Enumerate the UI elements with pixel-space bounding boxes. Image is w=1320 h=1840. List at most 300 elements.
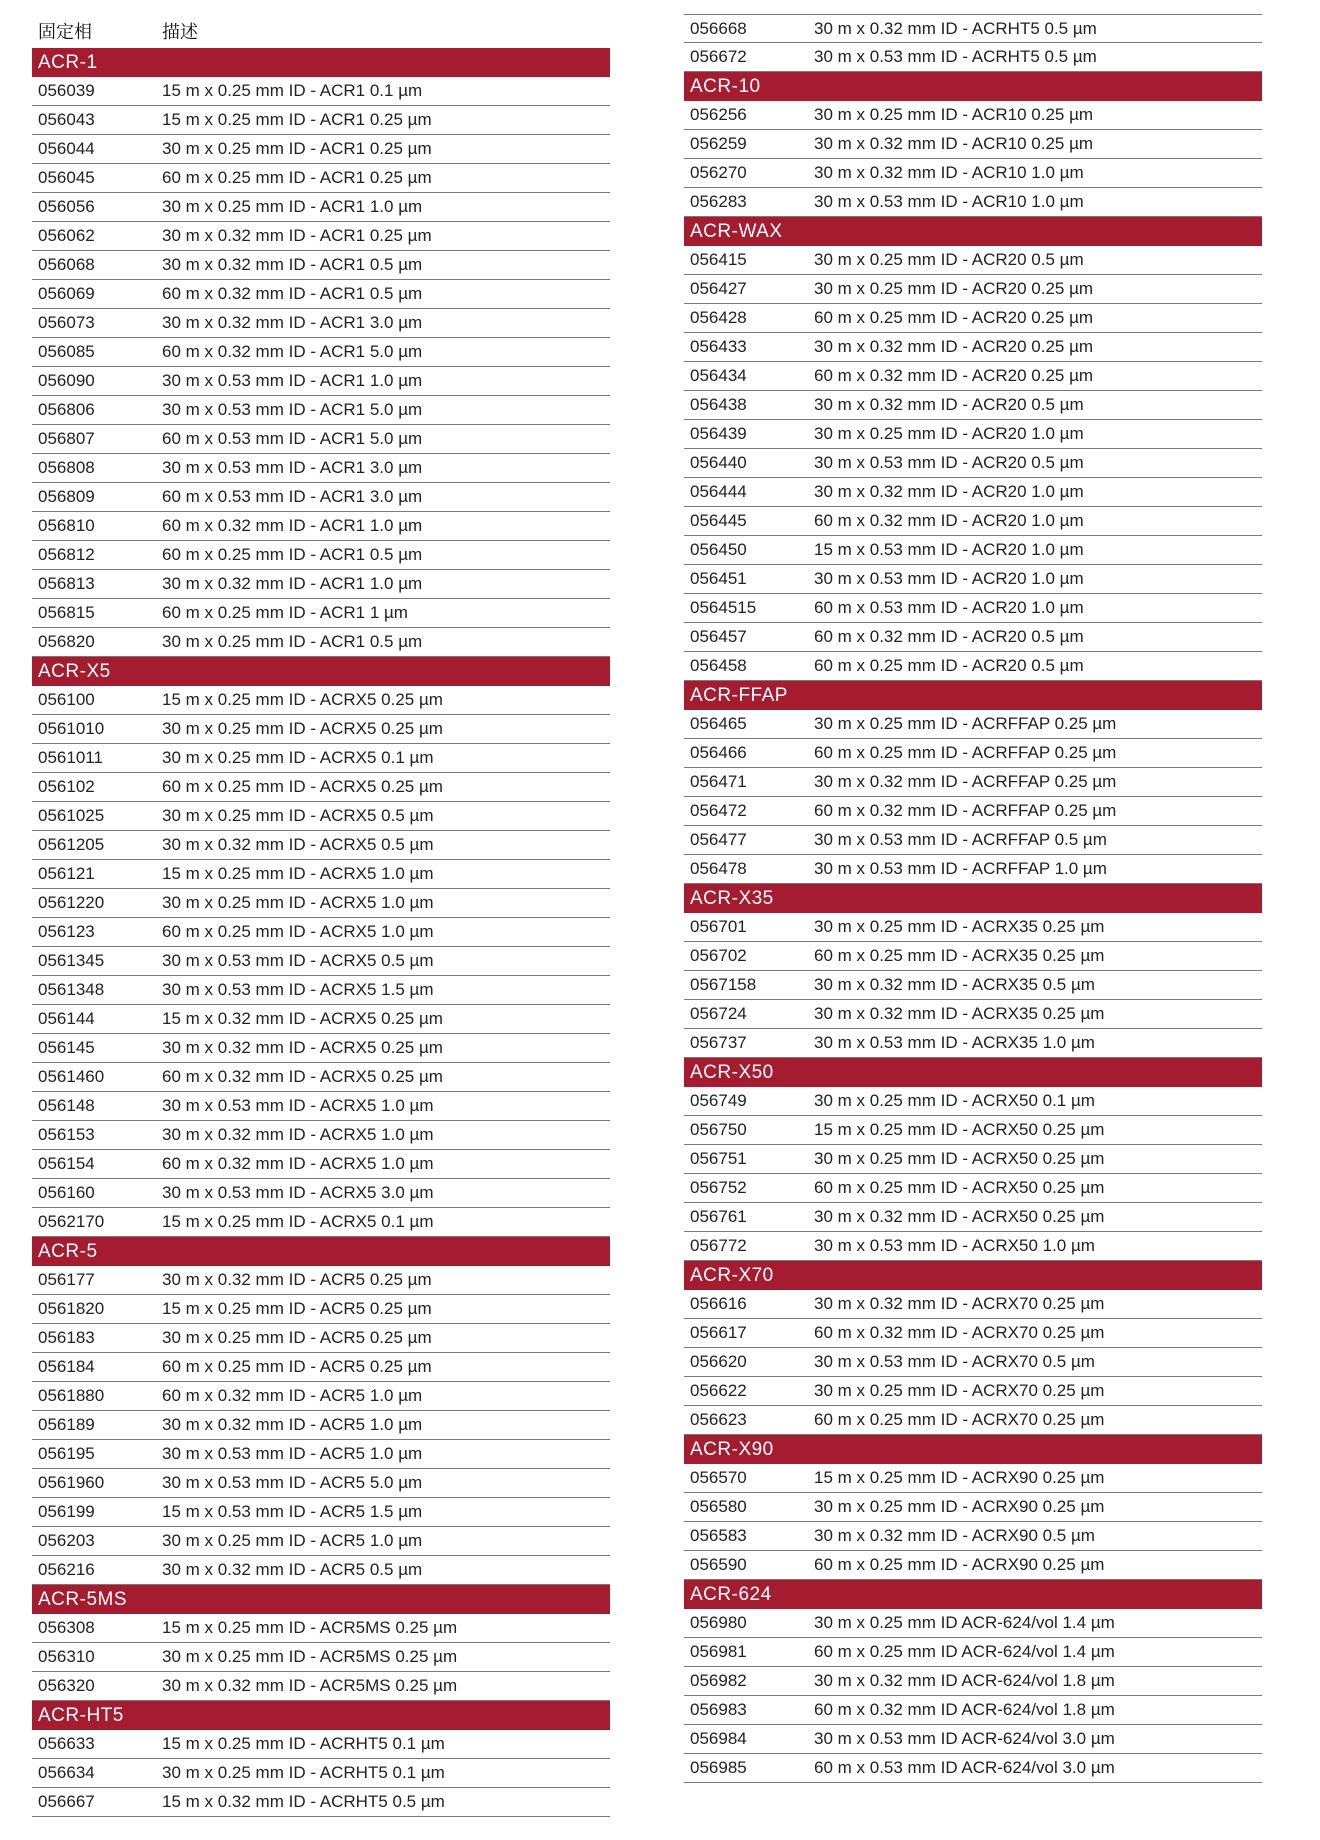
column-description: 30 m x 0.32 mm ID - ACRX5 1.0 µm	[162, 1125, 434, 1144]
table-row	[684, 797, 1262, 826]
column-description: 30 m x 0.25 mm ID - ACRX5 1.0 µm	[162, 893, 434, 912]
column-description: 30 m x 0.25 mm ID - ACR1 1.0 µm	[162, 197, 423, 216]
table-row	[32, 715, 610, 744]
part-number: 0567158	[690, 975, 757, 994]
part-number: 056189	[38, 1415, 95, 1434]
column-description: 30 m x 0.32 mm ID - ACR5 0.5 µm	[162, 1560, 423, 1579]
table-row	[32, 1092, 610, 1121]
part-number: 056043	[38, 110, 95, 129]
part-number: 056044	[38, 139, 95, 158]
column-description: 30 m x 0.32 mm ID - ACR20 1.0 µm	[814, 482, 1084, 501]
part-number: 056160	[38, 1183, 95, 1202]
column-description: 60 m x 0.25 mm ID ACR-624/vol 1.4 µm	[814, 1642, 1115, 1661]
table-row	[32, 1614, 610, 1643]
table-row	[684, 594, 1262, 623]
column-description: 30 m x 0.53 mm ID - ACR20 1.0 µm	[814, 569, 1084, 588]
table-row	[32, 628, 610, 657]
column-description: 60 m x 0.53 mm ID - ACR1 5.0 µm	[162, 429, 423, 448]
table-row	[684, 739, 1262, 768]
table-row	[684, 1551, 1262, 1580]
table-row	[684, 1319, 1262, 1348]
column-description: 30 m x 0.32 mm ID - ACR1 0.5 µm	[162, 255, 423, 274]
part-number: 056616	[690, 1294, 747, 1313]
part-number: 056154	[38, 1154, 95, 1173]
section-header: ACR-624	[684, 1580, 1262, 1609]
table-row	[32, 309, 610, 338]
table-row	[684, 1087, 1262, 1116]
column-description: 30 m x 0.25 mm ID - ACR5 1.0 µm	[162, 1531, 423, 1550]
part-number: 056702	[690, 946, 747, 965]
part-number: 056749	[690, 1091, 747, 1110]
column-description: 30 m x 0.53 mm ID - ACRX70 0.5 µm	[814, 1352, 1095, 1371]
column-description: 60 m x 0.53 mm ID - ACR1 3.0 µm	[162, 487, 423, 506]
column-description: 15 m x 0.25 mm ID - ACR5 0.25 µm	[162, 1299, 432, 1318]
column-description: 15 m x 0.25 mm ID - ACRX5 1.0 µm	[162, 864, 434, 883]
part-number: 056620	[690, 1352, 747, 1371]
column-description: 30 m x 0.32 mm ID ACR-624/vol 1.8 µm	[814, 1671, 1115, 1690]
table-row	[684, 333, 1262, 362]
table-row	[684, 130, 1262, 159]
table-row	[32, 135, 610, 164]
part-number: 0564515	[690, 598, 757, 617]
column-description: 30 m x 0.25 mm ID - ACRFFAP 0.25 µm	[814, 714, 1117, 733]
table-row	[684, 275, 1262, 304]
table-row	[684, 1493, 1262, 1522]
table-row	[684, 1203, 1262, 1232]
part-number: 056982	[690, 1671, 747, 1690]
table-row	[32, 1527, 610, 1556]
catalog-column-left	[32, 14, 610, 1817]
part-number: 056183	[38, 1328, 95, 1347]
part-number: 0561011	[38, 748, 103, 767]
part-number: 0561345	[38, 951, 105, 970]
table-row	[32, 425, 610, 454]
section-header: ACR-HT5	[32, 1701, 610, 1730]
part-number: 0561348	[38, 980, 105, 999]
column-description: 30 m x 0.25 mm ID - ACRHT5 0.1 µm	[162, 1763, 445, 1782]
section-header: ACR-X90	[684, 1435, 1262, 1464]
part-number: 056981	[690, 1642, 747, 1661]
table-row	[684, 1174, 1262, 1203]
table-row	[684, 101, 1262, 130]
column-description: 30 m x 0.25 mm ID - ACR20 0.5 µm	[814, 250, 1084, 269]
table-row	[32, 1324, 610, 1353]
part-number: 056750	[690, 1120, 747, 1139]
table-row	[32, 1759, 610, 1788]
right-sections	[684, 72, 1262, 1783]
table-row	[32, 1353, 610, 1382]
column-description: 30 m x 0.25 mm ID - ACR5 0.25 µm	[162, 1328, 432, 1347]
part-number: 056203	[38, 1531, 95, 1550]
table-row	[684, 43, 1262, 72]
part-number: 056148	[38, 1096, 95, 1115]
part-number: 0562170	[38, 1212, 105, 1231]
table-row	[684, 942, 1262, 971]
column-description: 60 m x 0.32 mm ID - ACR20 0.25 µm	[814, 366, 1094, 385]
column-description: 60 m x 0.32 mm ID - ACR20 1.0 µm	[814, 511, 1084, 530]
table-row	[684, 768, 1262, 797]
column-description: 60 m x 0.53 mm ID - ACR20 1.0 µm	[814, 598, 1084, 617]
column-description: 30 m x 0.32 mm ID - ACRX5 0.25 µm	[162, 1038, 443, 1057]
part-number: 056451	[690, 569, 747, 588]
table-row	[684, 304, 1262, 333]
part-number: 056590	[690, 1555, 747, 1574]
column-description: 30 m x 0.32 mm ID - ACR10 1.0 µm	[814, 163, 1084, 182]
table-row	[32, 1150, 610, 1179]
part-number: 056433	[690, 337, 747, 356]
table-row	[684, 1290, 1262, 1319]
table-row	[32, 1208, 610, 1237]
table-row	[684, 188, 1262, 217]
table-row	[684, 1116, 1262, 1145]
part-number: 056428	[690, 308, 747, 327]
part-number: 056090	[38, 371, 95, 390]
part-number: 056270	[690, 163, 747, 182]
column-description: 15 m x 0.53 mm ID - ACR5 1.5 µm	[162, 1502, 423, 1521]
column-description: 30 m x 0.53 mm ID - ACR1 3.0 µm	[162, 458, 423, 477]
table-row	[684, 536, 1262, 565]
part-number: 056583	[690, 1526, 747, 1545]
part-number: 0561220	[38, 893, 105, 912]
column-description: 15 m x 0.25 mm ID - ACR1 0.1 µm	[162, 81, 423, 100]
column-description: 30 m x 0.32 mm ID - ACR5 1.0 µm	[162, 1415, 423, 1434]
part-number: 056056	[38, 197, 95, 216]
part-number: 056985	[690, 1758, 747, 1777]
table-row	[32, 599, 610, 628]
part-number: 056100	[38, 690, 95, 709]
table-row	[32, 222, 610, 251]
part-number: 056123	[38, 922, 95, 941]
column-description: 30 m x 0.25 mm ID - ACRX5 0.1 µm	[162, 748, 434, 767]
part-number: 056415	[690, 250, 747, 269]
table-row	[32, 106, 610, 135]
catalog-column-right	[684, 14, 1262, 1783]
part-number: 056668	[690, 18, 747, 38]
part-number: 056477	[690, 830, 747, 849]
table-row	[32, 773, 610, 802]
column-description: 60 m x 0.32 mm ID - ACRFFAP 0.25 µm	[814, 801, 1117, 820]
table-row	[684, 1754, 1262, 1783]
column-description: 30 m x 0.32 mm ID - ACRFFAP 0.25 µm	[814, 772, 1117, 791]
table-row	[32, 483, 610, 512]
column-description: 15 m x 0.32 mm ID - ACRX5 0.25 µm	[162, 1009, 443, 1028]
part-number: 056980	[690, 1613, 747, 1632]
column-description: 60 m x 0.25 mm ID - ACR1 0.5 µm	[162, 545, 423, 564]
part-number: 056450	[690, 540, 747, 559]
part-number: 056478	[690, 859, 747, 878]
table-row	[32, 1643, 610, 1672]
column-description: 60 m x 0.25 mm ID - ACR20 0.5 µm	[814, 656, 1084, 675]
part-number: 056068	[38, 255, 95, 274]
column-description: 60 m x 0.25 mm ID - ACRFFAP 0.25 µm	[814, 743, 1117, 762]
part-number: 056102	[38, 777, 95, 796]
table-row	[32, 831, 610, 860]
part-number: 056633	[38, 1734, 95, 1753]
table-row	[684, 623, 1262, 652]
section-header: ACR-WAX	[684, 217, 1262, 246]
table-row	[684, 565, 1262, 594]
table-row	[684, 1725, 1262, 1754]
column-description: 60 m x 0.32 mm ID - ACR20 0.5 µm	[814, 627, 1084, 646]
table-row	[684, 246, 1262, 275]
column-description: 30 m x 0.53 mm ID - ACR10 1.0 µm	[814, 192, 1084, 211]
column-description: 30 m x 0.25 mm ID - ACRX50 0.1 µm	[814, 1091, 1095, 1110]
table-header	[32, 14, 610, 48]
table-row	[32, 77, 610, 106]
column-description: 30 m x 0.32 mm ID - ACRX5 0.5 µm	[162, 835, 434, 854]
section-header: ACR-1	[32, 48, 610, 77]
table-row	[684, 449, 1262, 478]
part-number: 056259	[690, 134, 747, 153]
section-header: ACR-10	[684, 72, 1262, 101]
part-number: 056465	[690, 714, 747, 733]
part-number: 0561010	[38, 719, 105, 738]
part-number: 056810	[38, 516, 95, 535]
part-number: 056445	[690, 511, 747, 530]
column-description: 30 m x 0.32 mm ID - ACR20 0.5 µm	[814, 395, 1084, 414]
part-number: 056427	[690, 279, 747, 298]
part-number: 056438	[690, 395, 747, 414]
part-number: 056737	[690, 1033, 747, 1052]
part-number: 056283	[690, 192, 747, 211]
part-number: 056672	[690, 47, 747, 66]
table-row	[32, 1411, 610, 1440]
table-row	[32, 1295, 610, 1324]
table-row	[32, 1556, 610, 1585]
part-number: 056320	[38, 1676, 95, 1695]
column-description: 30 m x 0.25 mm ID - ACR20 0.25 µm	[814, 279, 1094, 298]
table-row	[684, 420, 1262, 449]
table-row	[32, 1382, 610, 1411]
part-number: 056751	[690, 1149, 747, 1168]
part-number: 056177	[38, 1270, 95, 1289]
table-row	[32, 889, 610, 918]
section-header: ACR-5MS	[32, 1585, 610, 1614]
column-description: 60 m x 0.25 mm ID - ACRX50 0.25 µm	[814, 1178, 1105, 1197]
table-row	[32, 976, 610, 1005]
part-number: 056812	[38, 545, 95, 564]
part-number: 056439	[690, 424, 747, 443]
part-number: 056984	[690, 1729, 747, 1748]
column-description: 30 m x 0.53 mm ID - ACRFFAP 0.5 µm	[814, 830, 1107, 849]
column-description: 30 m x 0.32 mm ID - ACR20 0.25 µm	[814, 337, 1094, 356]
part-number: 056570	[690, 1468, 747, 1487]
column-description: 30 m x 0.32 mm ID - ACR10 0.25 µm	[814, 134, 1094, 153]
section-header: ACR-FFAP	[684, 681, 1262, 710]
part-number: 0561205	[38, 835, 105, 854]
table-row	[32, 1672, 610, 1701]
table-row	[684, 1696, 1262, 1725]
table-row	[684, 1667, 1262, 1696]
column-description: 30 m x 0.25 mm ID - ACRX35 0.25 µm	[814, 917, 1105, 936]
table-row	[684, 362, 1262, 391]
column-description: 30 m x 0.53 mm ID - ACRX5 1.5 µm	[162, 980, 434, 999]
column-description: 60 m x 0.32 mm ID - ACR1 5.0 µm	[162, 342, 423, 361]
table-row	[32, 947, 610, 976]
table-row	[684, 1029, 1262, 1058]
column-description: 30 m x 0.25 mm ID - ACRX5 0.5 µm	[162, 806, 434, 825]
column-description: 15 m x 0.25 mm ID - ACRX5 0.1 µm	[162, 1212, 434, 1231]
column-description: 60 m x 0.32 mm ID ACR-624/vol 1.8 µm	[814, 1700, 1115, 1719]
part-number: 056145	[38, 1038, 95, 1057]
table-row	[684, 1609, 1262, 1638]
part-number: 056434	[690, 366, 747, 385]
column-description: 30 m x 0.32 mm ID - ACR5MS 0.25 µm	[162, 1676, 458, 1695]
column-description: 30 m x 0.25 mm ID - ACR1 0.25 µm	[162, 139, 432, 158]
part-number: 056983	[690, 1700, 747, 1719]
column-description: 30 m x 0.32 mm ID - ACR5 0.25 µm	[162, 1270, 432, 1289]
column-description: 15 m x 0.25 mm ID - ACRX90 0.25 µm	[814, 1468, 1105, 1487]
column-description: 15 m x 0.32 mm ID - ACRHT5 0.5 µm	[162, 1792, 445, 1811]
part-number: 056310	[38, 1647, 95, 1666]
column-description: 60 m x 0.32 mm ID - ACRX70 0.25 µm	[814, 1323, 1105, 1342]
part-number: 0561960	[38, 1473, 105, 1492]
table-row	[684, 1377, 1262, 1406]
part-number: 056813	[38, 574, 95, 593]
table-row	[684, 507, 1262, 536]
column-description: 30 m x 0.32 mm ID - ACRX90 0.5 µm	[814, 1526, 1095, 1545]
column-description: 30 m x 0.25 mm ID - ACRX50 0.25 µm	[814, 1149, 1105, 1168]
table-row	[32, 1179, 610, 1208]
table-row	[684, 1145, 1262, 1174]
column-description: 15 m x 0.25 mm ID - ACRHT5 0.1 µm	[162, 1734, 445, 1753]
column-description: 30 m x 0.53 mm ID - ACR5 5.0 µm	[162, 1473, 423, 1492]
part-number: 056808	[38, 458, 95, 477]
column-description: 30 m x 0.53 mm ID - ACRFFAP 1.0 µm	[814, 859, 1107, 878]
column-description: 30 m x 0.25 mm ID - ACR1 0.5 µm	[162, 632, 423, 651]
part-number: 056184	[38, 1357, 95, 1376]
part-number: 056256	[690, 105, 747, 124]
part-number: 056062	[38, 226, 95, 245]
column-description: 30 m x 0.53 mm ID ACR-624/vol 3.0 µm	[814, 1729, 1115, 1748]
table-row	[684, 826, 1262, 855]
column-description: 60 m x 0.32 mm ID - ACR1 1.0 µm	[162, 516, 423, 535]
table-row	[32, 802, 610, 831]
part-number: 056617	[690, 1323, 747, 1342]
table-row	[32, 280, 610, 309]
column-description: 60 m x 0.32 mm ID - ACRX5 0.25 µm	[162, 1067, 443, 1086]
column-description: 60 m x 0.25 mm ID - ACRX70 0.25 µm	[814, 1410, 1105, 1429]
part-number: 056121	[38, 864, 95, 883]
part-number: 056761	[690, 1207, 747, 1226]
table-row	[684, 971, 1262, 1000]
table-row	[684, 1232, 1262, 1261]
column-description: 15 m x 0.25 mm ID - ACRX5 0.25 µm	[162, 690, 443, 709]
column-description: 60 m x 0.25 mm ID - ACRX5 0.25 µm	[162, 777, 443, 796]
table-row	[32, 1469, 610, 1498]
part-number: 056471	[690, 772, 747, 791]
column-description: 30 m x 0.53 mm ID - ACRX50 1.0 µm	[814, 1236, 1095, 1255]
table-row	[32, 541, 610, 570]
part-number: 056667	[38, 1792, 95, 1811]
part-number: 056457	[690, 627, 747, 646]
section-header: ACR-5	[32, 1237, 610, 1266]
part-number: 056724	[690, 1004, 747, 1023]
section-header: ACR-X5	[32, 657, 610, 686]
left-sections	[32, 48, 610, 1817]
table-row	[684, 652, 1262, 681]
column-description: 30 m x 0.32 mm ID - ACRX70 0.25 µm	[814, 1294, 1105, 1313]
part-number: 056216	[38, 1560, 95, 1579]
column-description: 30 m x 0.25 mm ID ACR-624/vol 1.4 µm	[814, 1613, 1115, 1632]
column-description: 30 m x 0.53 mm ID - ACR1 5.0 µm	[162, 400, 423, 419]
column-description: 60 m x 0.25 mm ID - ACRX35 0.25 µm	[814, 946, 1105, 965]
part-number: 056069	[38, 284, 95, 303]
section-header: ACR-X35	[684, 884, 1262, 913]
table-row	[684, 1348, 1262, 1377]
table-row	[32, 570, 610, 599]
column-description: 30 m x 0.53 mm ID - ACRHT5 0.5 µm	[814, 47, 1097, 66]
table-row	[684, 1406, 1262, 1435]
column-description: 30 m x 0.32 mm ID - ACR1 1.0 µm	[162, 574, 423, 593]
column-description: 30 m x 0.32 mm ID - ACRX35 0.5 µm	[814, 975, 1095, 994]
table-row	[32, 918, 610, 947]
table-row	[32, 454, 610, 483]
section-header: ACR-X70	[684, 1261, 1262, 1290]
part-number: 056308	[38, 1618, 95, 1637]
part-number: 056634	[38, 1763, 95, 1782]
column-description: 30 m x 0.53 mm ID - ACR5 1.0 µm	[162, 1444, 423, 1463]
part-number: 056472	[690, 801, 747, 820]
part-number: 056466	[690, 743, 747, 762]
column-description: 15 m x 0.25 mm ID - ACR1 0.25 µm	[162, 110, 432, 129]
table-row	[32, 512, 610, 541]
table-row	[32, 1034, 610, 1063]
part-number: 056815	[38, 603, 95, 622]
column-description: 60 m x 0.25 mm ID - ACR1 0.25 µm	[162, 168, 432, 187]
part-number: 056073	[38, 313, 95, 332]
table-row	[684, 14, 1262, 43]
table-row	[684, 913, 1262, 942]
part-number: 056701	[690, 917, 747, 936]
table-row	[32, 396, 610, 425]
column-description: 30 m x 0.53 mm ID - ACR20 0.5 µm	[814, 453, 1084, 472]
part-number: 0561460	[38, 1067, 105, 1086]
table-row	[684, 1000, 1262, 1029]
section-header: ACR-X50	[684, 1058, 1262, 1087]
part-number: 056623	[690, 1410, 747, 1429]
column-description: 30 m x 0.25 mm ID - ACRX90 0.25 µm	[814, 1497, 1105, 1516]
column-description: 60 m x 0.25 mm ID - ACRX5 1.0 µm	[162, 922, 434, 941]
column-description: 30 m x 0.53 mm ID - ACRX5 0.5 µm	[162, 951, 434, 970]
column-description: 60 m x 0.53 mm ID ACR-624/vol 3.0 µm	[814, 1758, 1115, 1777]
part-number: 056444	[690, 482, 747, 501]
header-description: 描述	[162, 22, 198, 42]
column-description: 60 m x 0.32 mm ID - ACR1 0.5 µm	[162, 284, 423, 303]
column-description: 15 m x 0.25 mm ID - ACR5MS 0.25 µm	[162, 1618, 458, 1637]
table-row	[32, 1121, 610, 1150]
column-description: 30 m x 0.25 mm ID - ACR20 1.0 µm	[814, 424, 1084, 443]
table-row	[32, 338, 610, 367]
part-number: 0561025	[38, 806, 105, 825]
part-number: 056580	[690, 1497, 747, 1516]
column-description: 30 m x 0.25 mm ID - ACR10 0.25 µm	[814, 105, 1094, 124]
part-number: 0561880	[38, 1386, 105, 1405]
table-row	[32, 1063, 610, 1092]
part-number: 056622	[690, 1381, 747, 1400]
column-description: 30 m x 0.53 mm ID - ACRX5 3.0 µm	[162, 1183, 434, 1202]
part-number: 056195	[38, 1444, 95, 1463]
column-description: 15 m x 0.53 mm ID - ACR20 1.0 µm	[814, 540, 1084, 559]
part-number: 056820	[38, 632, 95, 651]
part-number: 0561820	[38, 1299, 105, 1318]
table-row	[684, 478, 1262, 507]
table-row	[684, 1464, 1262, 1493]
table-row	[684, 391, 1262, 420]
table-row	[32, 686, 610, 715]
part-number: 056809	[38, 487, 95, 506]
column-description: 30 m x 0.53 mm ID - ACR1 1.0 µm	[162, 371, 423, 390]
